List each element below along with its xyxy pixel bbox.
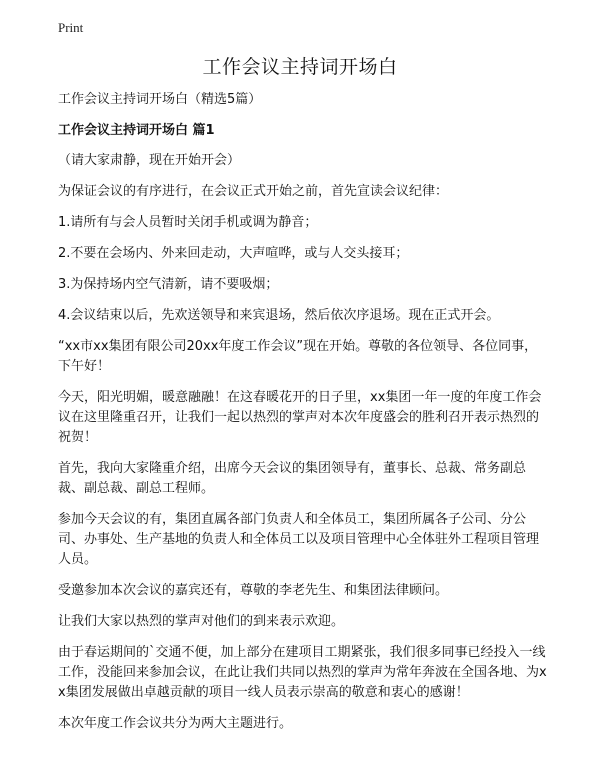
print-link[interactable]: Print xyxy=(58,20,84,35)
paragraph: 受邀参加本次会议的嘉宾还有，尊敬的李老先生、和集团法律顾问。 xyxy=(58,583,449,598)
page-title: 工作会议主持词开场白 xyxy=(202,56,398,78)
paragraph: 由于春运期间的`交通不便，加上部分在建项目工期紧张，我们很多同事已经投入一线工作，没能回来参加会议，在此让我们共同以热烈的掌声为常年奔波在全国各地、为xx集团发展做出卓越贡献的项目一线人员表示崇高的敬意和衷心的感谢！ xyxy=(58,645,547,700)
paragraph: （请大家肃静，现在开始开会） xyxy=(58,153,241,168)
section-heading: 工作会议主持词开场白 篇1 xyxy=(58,123,215,138)
paragraph: 参加今天会议的有，集团直属各部门负责人和全体员工，集团所属各子公司、分公司、办事处、生产基地的负责人和全体员工以及项目管理中心全体驻外工程项目管理人员。 xyxy=(58,512,540,567)
document-body xyxy=(58,90,548,745)
paragraph: 让我们大家以热烈的掌声对他们的到来表示欢迎。 xyxy=(58,614,345,629)
paragraph: “xx市xx集团有限公司20xx年度工作会议”现在开始。尊敬的各位领导、各位同事，下午好！ xyxy=(58,339,538,374)
paragraph: 1.请所有与会人员暂时关闭手机或调为静音； xyxy=(58,215,318,230)
paragraph: 首先，我向大家隆重介绍，出席今天会议的集团领导有，董事长、总裁、常务副总裁、副总裁、副总工程师。 xyxy=(58,461,527,496)
paragraph: 为保证会议的有序进行，在会议正式开始之前，首先宣读会议纪律： xyxy=(58,184,449,199)
paragraph: 3.为保持场内空气清新，请不要吸烟； xyxy=(58,277,279,292)
paragraph: 4.会议结束以后，先欢送领导和来宾退场，然后依次序退场。现在正式开会。 xyxy=(58,308,500,323)
document-subtitle: 工作会议主持词开场白（精选5篇） xyxy=(58,92,262,107)
paragraph: 本次年度工作会议共分为两大主题进行。 xyxy=(58,716,293,731)
paragraph: 2.不要在会场内、外来回走动，大声喧哗，或与人交头接耳； xyxy=(58,246,409,261)
paragraph: 今天，阳光明媚，暖意融融！在这春暖花开的日子里，xx集团一年一度的年度工作会议在这里隆重召开，让我们一起以热烈的掌声对本次年度盛会的胜利召开表示热烈的祝贺！ xyxy=(58,390,542,445)
